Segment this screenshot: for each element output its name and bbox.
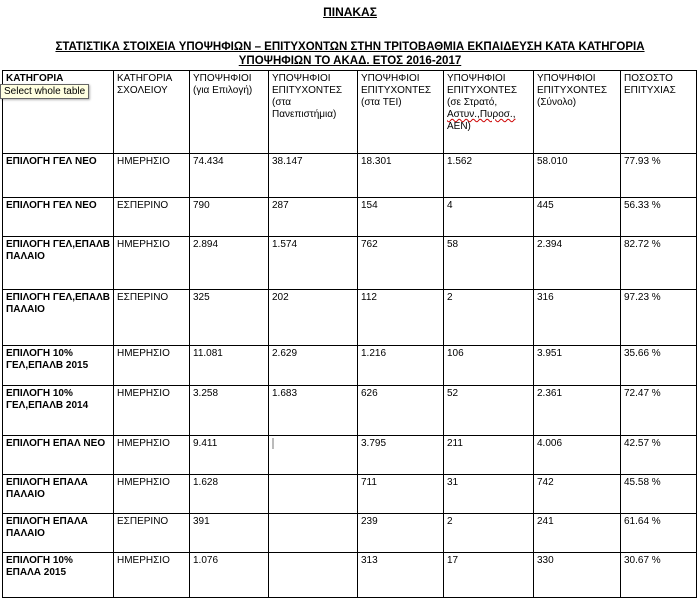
row-universities [269,436,358,475]
row-candidates: 1.628 [190,475,269,514]
row-candidates: 11.081 [190,346,269,386]
row-army: 211 [444,436,534,475]
row-army: 2 [444,290,534,346]
row-universities: 287 [269,198,358,237]
table-row [3,475,697,514]
header-success-rate: ΠΟΣΟΣΤΟ ΕΠΙΤΥΧΙΑΣ [621,71,697,154]
row-total: 742 [534,475,621,514]
row-category: ΕΠΙΛΟΓΗ ΕΠΑΛΑ ΠΑΛΑΙΟ [3,475,114,514]
table-row [3,346,697,386]
row-total: 2.394 [534,237,621,290]
row-total: 241 [534,514,621,553]
header-candidates: ΥΠΟΨΗΦΙΟΙ (για Επιλογή) [190,71,269,154]
row-school-type: ΗΜΕΡΗΣΙΟ [114,346,190,386]
row-success-rate: 56.33 % [621,198,697,237]
row-tei: 626 [358,386,444,436]
header-row [3,71,697,154]
row-universities [269,514,358,553]
row-category: ΕΠΙΛΟΓΗ 10% ΓΕΛ,ΕΠΑΛΒ 2014 [3,386,114,436]
row-universities: 202 [269,290,358,346]
row-candidates: 790 [190,198,269,237]
row-school-type: ΗΜΕΡΗΣΙΟ [114,436,190,475]
row-army: 52 [444,386,534,436]
header-school-type: ΚΑΤΗΓΟΡΙΑ ΣΧΟΛΕΙΟΥ [114,71,190,154]
row-total: 330 [534,553,621,598]
row-candidates: 325 [190,290,269,346]
row-total: 3.951 [534,346,621,386]
row-success-rate: 30.67 % [621,553,697,598]
row-universities [269,553,358,598]
header-army-line-3: ΑΕΝ) [447,121,471,132]
row-army: 31 [444,475,534,514]
row-army: 4 [444,198,534,237]
row-tei: 762 [358,237,444,290]
header-category: ΚΑΤΗΓΟΡΙΑ [3,71,114,154]
row-universities: 1.683 [269,386,358,436]
header-army-line-1: ΥΠΟΨΗΦΙΟΙ ΕΠΙΤΥΧΟΝΤΕΣ (σε Στρατό, [447,73,518,108]
row-school-type: ΕΣΠΕΡΙΝΟ [114,514,190,553]
row-category: ΕΠΙΛΟΓΗ 10% ΕΠΑΛΑ 2015 [3,553,114,598]
row-total: 445 [534,198,621,237]
row-tei: 18.301 [358,154,444,198]
row-tei: 711 [358,475,444,514]
table-row [3,198,697,237]
row-success-rate: 82.72 % [621,237,697,290]
table-row [3,553,697,598]
table-row [3,436,697,475]
row-school-type: ΗΜΕΡΗΣΙΟ [114,386,190,436]
cell-marker [272,438,274,449]
row-success-rate: 77.93 % [621,154,697,198]
row-school-type: ΗΜΕΡΗΣΙΟ [114,553,190,598]
row-tei: 313 [358,553,444,598]
row-total: 2.361 [534,386,621,436]
row-success-rate: 61.64 % [621,514,697,553]
row-army: 1.562 [444,154,534,198]
caption-line-2: ΥΠΟΨΗΦΙΩΝ ΤΟ ΑΚΑΔ. ΕΤΟΣ 2016-2017 [238,55,462,67]
header-army-line-2: Αστυν.,Πυροσ., [447,109,516,120]
table-row [3,514,697,553]
header-tei: ΥΠΟΨΗΦΙΟΙ ΕΠΙΤΥΧΟΝΤΕΣ (στα ΤΕΙ) [358,71,444,154]
row-candidates: 3.258 [190,386,269,436]
row-total: 58.010 [534,154,621,198]
row-tei: 3.795 [358,436,444,475]
table-caption [0,40,700,68]
row-tei: 154 [358,198,444,237]
row-candidates: 2.894 [190,237,269,290]
row-tei: 112 [358,290,444,346]
row-total: 4.006 [534,436,621,475]
row-category: ΕΠΙΛΟΓΗ ΓΕΛ ΝΕΟ [3,154,114,198]
row-candidates: 1.076 [190,553,269,598]
table-row [3,386,697,436]
table-row [3,290,697,346]
row-success-rate: 72.47 % [621,386,697,436]
row-category: ΕΠΙΛΟΓΗ ΓΕΛ,ΕΠΑΛΒ ΠΑΛΑΙΟ [3,237,114,290]
header-universities: ΥΠΟΨΗΦΙΟΙ ΕΠΙΤΥΧΟΝΤΕΣ (στα Πανεπιστήμια) [269,71,358,154]
statistics-table[interactable] [2,70,697,598]
row-school-type: ΕΣΠΕΡΙΝΟ [114,198,190,237]
row-category: ΕΠΙΛΟΓΗ ΕΠΑΛΑ ΠΑΛΑΙΟ [3,514,114,553]
row-category: ΕΠΙΛΟΓΗ ΕΠΑΛ ΝΕΟ [3,436,114,475]
select-table-tooltip[interactable]: Select whole table [0,84,89,99]
row-army: 58 [444,237,534,290]
row-candidates: 9.411 [190,436,269,475]
caption-line-1: ΣΤΑΤΙΣΤΙΚΑ ΣΤΟΙΧΕΙΑ ΥΠΟΨΗΦΙΩΝ – ΕΠΙΤΥΧΟΝΤΩΝ ΣΤΗΝ ΤΡΙΤΟΒΑΘΜΙΑ ΕΚΠΑΙΔΕΥΣΗ ΚΑΤΑ ΚΑΤΗΓΟΡΙΑ [55,41,645,53]
row-army: 17 [444,553,534,598]
row-school-type: ΗΜΕΡΗΣΙΟ [114,154,190,198]
page-title: ΠΙΝΑΚΑΣ [323,5,377,19]
row-success-rate: 45.58 % [621,475,697,514]
row-tei: 1.216 [358,346,444,386]
table-row [3,154,697,198]
row-candidates: 391 [190,514,269,553]
row-universities: 2.629 [269,346,358,386]
row-universities: 1.574 [269,237,358,290]
row-success-rate: 42.57 % [621,436,697,475]
row-school-type: ΕΣΠΕΡΙΝΟ [114,290,190,346]
row-school-type: ΗΜΕΡΗΣΙΟ [114,237,190,290]
row-success-rate: 35.66 % [621,346,697,386]
header-army [444,71,534,154]
row-success-rate: 97.23 % [621,290,697,346]
row-army: 106 [444,346,534,386]
table-row [3,237,697,290]
row-universities [269,475,358,514]
row-tei: 239 [358,514,444,553]
row-total: 316 [534,290,621,346]
row-army: 2 [444,514,534,553]
row-category: ΕΠΙΛΟΓΗ ΓΕΛ,ΕΠΑΛΒ ΠΑΛΑΙΟ [3,290,114,346]
row-category: ΕΠΙΛΟΓΗ 10% ΓΕΛ,ΕΠΑΛΒ 2015 [3,346,114,386]
row-school-type: ΗΜΕΡΗΣΙΟ [114,475,190,514]
row-universities: 38.147 [269,154,358,198]
row-candidates: 74.434 [190,154,269,198]
row-category: ΕΠΙΛΟΓΗ ΓΕΛ ΝΕΟ [3,198,114,237]
header-total: ΥΠΟΨΗΦΙΟΙ ΕΠΙΤΥΧΟΝΤΕΣ (Σύνολο) [534,71,621,154]
